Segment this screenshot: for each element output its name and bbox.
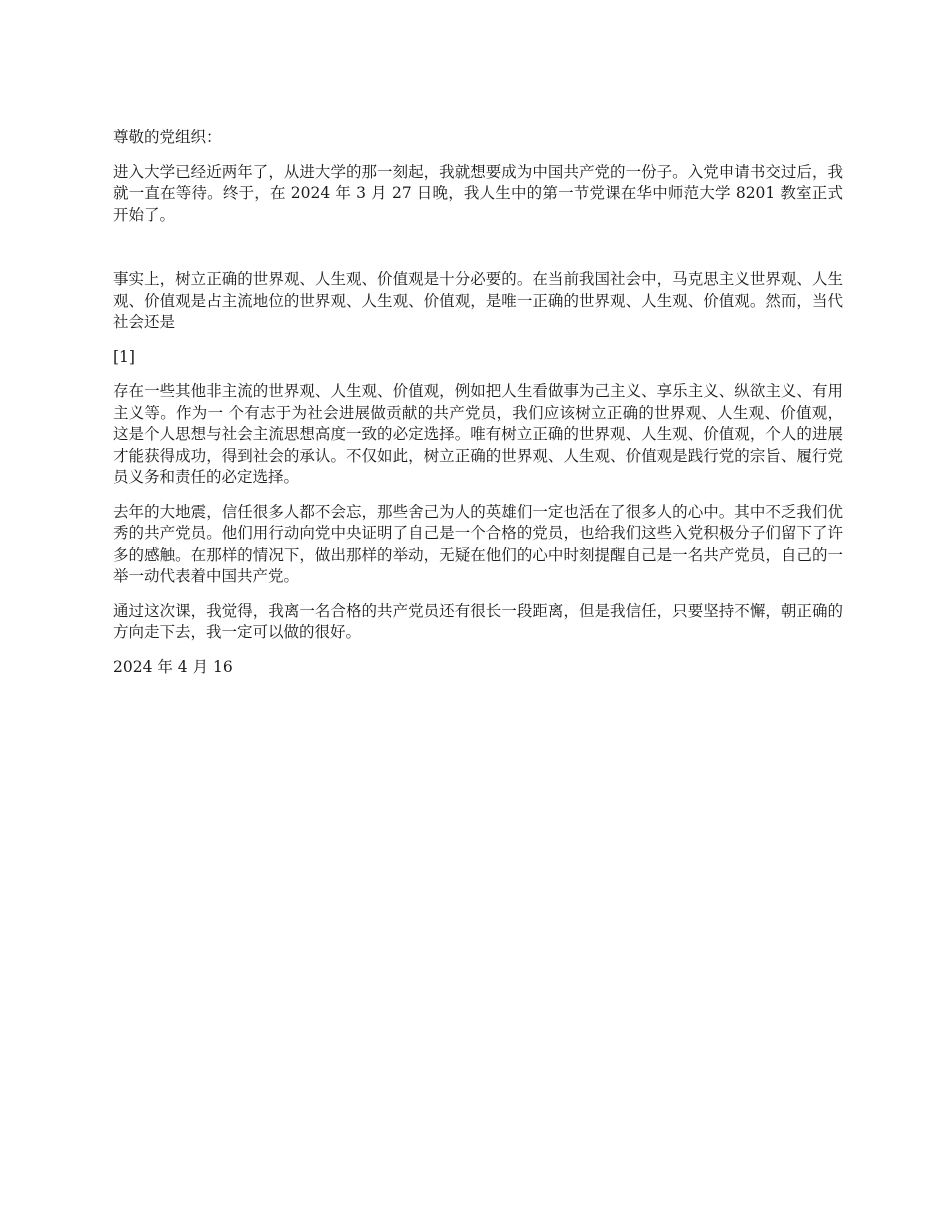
footnote-marker: [1]: [113, 347, 135, 366]
document-page: [113, 127, 843, 691]
paragraph-intro: 进入大学已经近两年了，从进大学的那一刻起，我就想要成为中国共产党的一份子。入党申请书交过后，我就一直在等待。终于，在 2024 年 3 月 27 日晚，我人生中的第一节党课在华中师范大学 8201 教室正式开始了。: [113, 162, 843, 224]
paragraph-nonmainstream: 存在一些其他非主流的世界观、人生观、价值观，例如把人生看做事为己主义、享乐主义、纵欲主义、有用主义等。作为一 个有志于为社会进展做贡献的共产党员，我们应该树立正确的世界观、人生观、价值观，这是个人思想与社会主流思想高度一致的必定选择。唯有树立正确的世界观、人生观、价值观，个人的进展才能获得成功，得到社会的承认。不仅如此，树立正确的世界观、人生观、价值观是践行党的宗旨、履行党员义务和责任的必定选择。: [113, 382, 843, 486]
document-date: 2024 年 4 月 16: [113, 657, 233, 676]
paragraph-worldview: 事实上，树立正确的世界观、人生观、价值观是十分必要的。在当前我国社会中，马克思主义世界观、人生观、价值观是占主流地位的世界观、人生观、价值观，是唯一正确的世界观、人生观、价值观。然而，当代社会还是: [113, 270, 843, 331]
paragraph-earthquake: 去年的大地震，信任很多人都不会忘，那些舍己为人的英雄们一定也活在了很多人的心中。其中不乏我们优秀的共产党员。他们用行动向党中央证明了自己是一个合格的党员，也给我们这些入党积极分子们留下了许多的感触。在那样的情况下，做出那样的举动，无疑在他们的心中时刻提醒自己是一名共产党员，自己的一举一动代表着中国共产党。: [113, 502, 843, 585]
paragraph-conclusion: 通过这次课，我觉得，我离一名合格的共产党员还有很长一段距离，但是我信任，只要坚持不懈，朝正确的方向走下去，我一定可以做的很好。: [113, 601, 843, 641]
salutation: 尊敬的党组织：: [113, 128, 222, 146]
paragraph-gap: [113, 239, 843, 269]
